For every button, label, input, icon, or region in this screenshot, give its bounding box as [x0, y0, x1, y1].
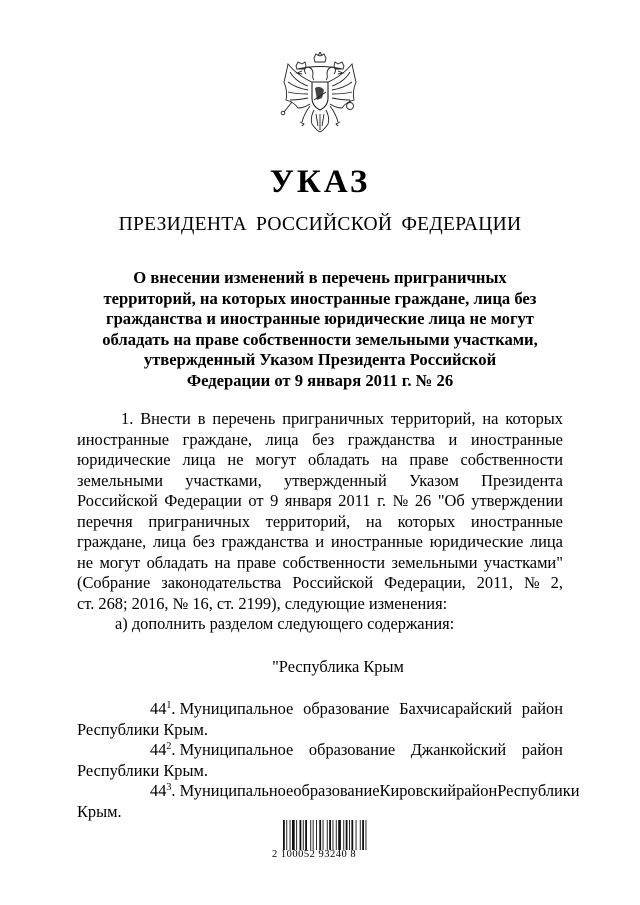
item-superscript: 2 [166, 741, 172, 752]
barcode-bar [300, 820, 302, 850]
word: Джанкойский [410, 740, 507, 759]
word: Указом [409, 470, 459, 490]
word: без [312, 429, 335, 449]
paragraph-line [77, 553, 563, 574]
paragraph-line [77, 573, 563, 594]
word: и [315, 532, 325, 551]
word: Российской [292, 573, 374, 592]
word: земельными [77, 470, 163, 490]
item-num: 44 [150, 740, 167, 759]
heading-line: обладать на праве собственности земельными участками, [102, 329, 538, 349]
word: 1. [121, 409, 134, 428]
word: перечня [77, 511, 133, 531]
word: на [214, 552, 231, 572]
barcode-bar [319, 820, 321, 850]
word: перечень [212, 409, 276, 428]
word: Бахчисарайский [399, 699, 512, 718]
word: лица [182, 450, 216, 469]
word: . Муниципальное [171, 740, 294, 759]
item-superscript: 3 [166, 782, 172, 793]
word: . Муниципальное [171, 781, 294, 800]
word: Президента [481, 470, 563, 490]
word: земельными [391, 552, 478, 572]
word: 2011 [338, 491, 371, 510]
barcode-bar [292, 820, 295, 850]
word: лица [529, 532, 563, 551]
word: образование [293, 781, 380, 800]
word: образование [308, 740, 396, 759]
decree-heading [100, 268, 540, 391]
barcode-bar [286, 820, 287, 850]
section-title: "Республика Крым [272, 656, 404, 676]
barcode-bar [356, 820, 357, 850]
word: 9 [270, 491, 279, 510]
word: и [448, 429, 458, 449]
heading-line: гражданства и иностранные юридические лица не могут [106, 309, 534, 328]
word: лица [265, 429, 299, 449]
municipal-item [77, 740, 563, 761]
word: обладать [146, 552, 208, 572]
heading-line: территорий, на которых иностранные граждане, лица без [103, 288, 537, 308]
barcode-bar [316, 820, 317, 850]
word: на [482, 409, 499, 428]
municipal-item [77, 781, 580, 802]
municipal-item-continuation: Республики Крым. [77, 719, 208, 739]
word: праве [236, 552, 277, 572]
word: Российской [77, 491, 158, 510]
paragraph-line [77, 409, 563, 430]
word: 26 [414, 491, 432, 510]
barcode-bar [336, 820, 337, 850]
item-number [150, 781, 293, 802]
word: собственности [460, 450, 563, 469]
barcode-bar [362, 820, 364, 850]
word: район [521, 699, 563, 718]
item-num: 44 [150, 699, 167, 718]
municipal-items-list [77, 699, 580, 822]
word: образование [303, 699, 390, 718]
paragraph-line [77, 471, 563, 492]
word: не [227, 450, 244, 469]
barcode-bar [323, 820, 324, 850]
word: Кировский [379, 781, 457, 800]
word: которых [505, 409, 563, 428]
word: на [365, 511, 382, 531]
document-title: УКАЗ [269, 164, 371, 200]
word: участками, [185, 470, 262, 490]
word: участками" [483, 552, 563, 572]
word: . Муниципальное [171, 699, 294, 718]
word: не [77, 552, 94, 572]
word: юридические [77, 450, 171, 469]
word: могут [255, 450, 297, 469]
barcode-bar [333, 820, 334, 850]
paragraph-line: ст. 268; 2016, № 16, ст. 2199), следующие изменения: [77, 593, 448, 613]
word: законодательства [161, 573, 282, 592]
word: граждане, [182, 429, 252, 449]
word: гражданства [221, 532, 309, 551]
word: утвержденный [284, 470, 387, 490]
word: юридические [429, 532, 524, 551]
document-subtitle: ПРЕЗИДЕНТА РОССИЙСКОЙ ФЕДЕРАЦИИ [118, 214, 522, 235]
word: января [284, 491, 332, 510]
barcode-bar [310, 820, 311, 850]
word: граждане, [77, 532, 147, 551]
word: "Об [437, 491, 465, 510]
barcode-bar [329, 820, 331, 850]
word: иностранные [470, 511, 563, 531]
barcode-bar [313, 820, 314, 850]
item-superscript: 1 [166, 700, 172, 711]
paragraph-line [77, 430, 563, 451]
paragraph-line [77, 512, 563, 533]
barcode-bar [290, 820, 291, 850]
barcode-bar [338, 820, 341, 850]
word: иностранные [470, 429, 563, 449]
item-number [150, 740, 293, 761]
barcode-bar [366, 820, 367, 850]
word: приграничных [282, 409, 384, 428]
word: которых [397, 511, 456, 531]
barcode-number: 2 100052 93240 8 [272, 849, 357, 860]
word: обладать [308, 450, 370, 469]
barcode-bar [296, 820, 297, 850]
word: район [521, 740, 563, 759]
word: № [392, 491, 409, 510]
word: иностранные [330, 532, 423, 551]
barcode-bar [327, 820, 328, 850]
word: приграничных [148, 511, 251, 531]
russian-coat-of-arms-icon [278, 52, 362, 138]
word: Внести [140, 409, 191, 428]
municipal-item-continuation: Республики Крым. [77, 760, 208, 780]
item-num: 44 [150, 781, 167, 800]
word: (Собрание [77, 573, 151, 592]
item-a: а) дополнить разделом следующего содержания: [115, 614, 455, 633]
word: могут [99, 552, 141, 572]
municipal-item-continuation: Крым. [77, 801, 122, 821]
barcode-icon [283, 820, 373, 850]
word: от [248, 491, 264, 510]
word: район [456, 781, 498, 800]
heading-line: О внесении изменений в перечень приграничных [133, 268, 507, 287]
heading-line: Федерации от 9 января 2011 г. № 26 [186, 370, 454, 390]
word: территорий, [265, 511, 351, 531]
word: лица [153, 532, 186, 551]
barcode-bar [346, 820, 348, 850]
word: иностранные [77, 429, 170, 449]
barcode-bar [343, 820, 344, 850]
word: территорий, [390, 409, 476, 428]
heading-line: утвержденный Указом Президента Российской [143, 350, 497, 369]
paragraph-line [77, 450, 563, 471]
word: в [197, 409, 206, 428]
barcode-bar [360, 820, 361, 850]
word: на [381, 450, 398, 469]
word: Федерации [164, 491, 242, 510]
word: без [192, 532, 215, 551]
word: собственности [282, 552, 386, 572]
barcode-bar [305, 820, 307, 850]
word: 2, [550, 573, 563, 592]
word: Республики [497, 781, 580, 800]
barcode-bar [283, 820, 285, 850]
paragraph-line [77, 491, 563, 512]
barcode-bar [303, 820, 304, 850]
barcode-bar [351, 820, 353, 850]
word: 2011, [476, 573, 513, 592]
decree-body [77, 409, 580, 822]
word: № [523, 573, 540, 592]
paragraph-line [77, 532, 563, 553]
word: гражданства [347, 429, 435, 449]
item-number [150, 699, 293, 720]
word: праве [409, 450, 449, 469]
paragraph-1 [77, 409, 563, 594]
barcode-bar [349, 820, 350, 850]
word: Федерации, [384, 573, 466, 592]
word: утверждении [471, 491, 563, 510]
word: г. [377, 491, 387, 510]
municipal-item [77, 699, 563, 720]
